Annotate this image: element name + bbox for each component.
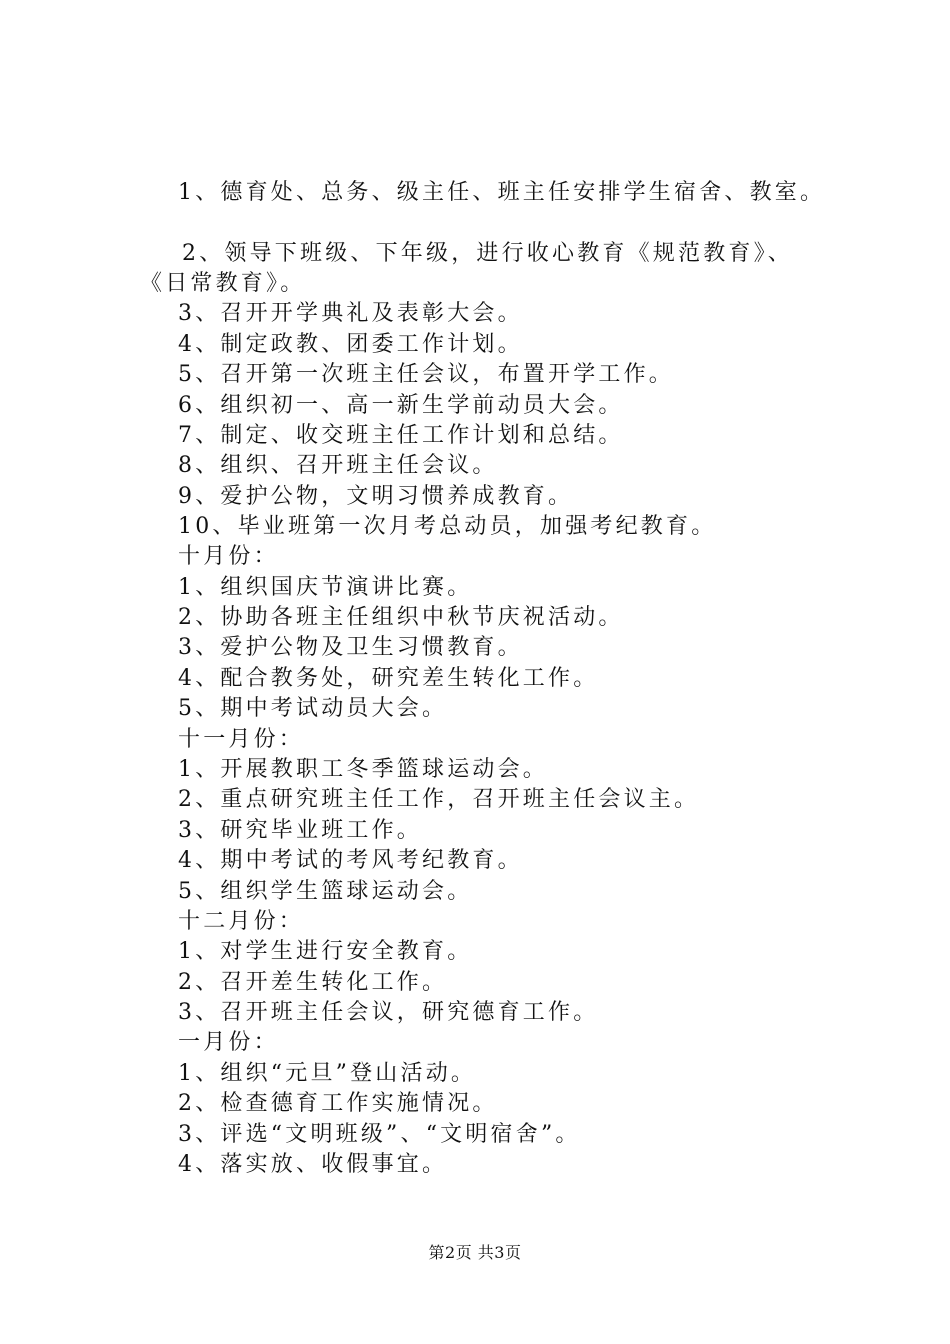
text-line: 1、对学生进行安全教育。 bbox=[178, 939, 473, 964]
text-line: 2、检查德育工作实施情况。 bbox=[178, 1091, 498, 1116]
text-line: 4、配合教务处，研究差生转化工作。 bbox=[178, 666, 599, 691]
text-line: 2、召开差生转化工作。 bbox=[178, 970, 448, 995]
text-line: 6、组织初一、高一新生学前动员大会。 bbox=[178, 393, 624, 418]
text-line: 《日常教育》。 bbox=[140, 271, 306, 296]
text-line: 1、开展教职工冬季篮球运动会。 bbox=[178, 757, 548, 782]
text-line: 3、召开班主任会议，研究德育工作。 bbox=[178, 1000, 599, 1025]
text-line: 9、爱护公物，文明习惯养成教育。 bbox=[178, 484, 574, 509]
text-line: 1、组织国庆节演讲比赛。 bbox=[178, 575, 473, 600]
text-line: 7、制定、收交班主任工作计划和总结。 bbox=[178, 423, 624, 448]
text-line: 4、期中考试的考风考纪教育。 bbox=[178, 848, 523, 873]
text-line: 4、制定政教、团委工作计划。 bbox=[178, 332, 523, 357]
section-heading: 十一月份： bbox=[178, 727, 305, 752]
text-line: 8、组织、召开班主任会议。 bbox=[178, 453, 498, 478]
text-line: 5、期中考试动员大会。 bbox=[178, 696, 448, 721]
text-line: 1、组织“元旦”登山活动。 bbox=[178, 1061, 477, 1086]
text-line: 5、组织学生篮球运动会。 bbox=[178, 879, 473, 904]
text-line: 3、研究毕业班工作。 bbox=[178, 818, 422, 843]
section-heading: 十月份： bbox=[178, 544, 279, 569]
text-line: 4、落实放、收假事宜。 bbox=[178, 1152, 448, 1177]
text-line: 2、领导下班级、下年级，进行收心教育《规范教育》、 bbox=[182, 241, 793, 266]
text-line: 10、毕业班第一次月考总动员，加强考纪教育。 bbox=[178, 514, 717, 539]
text-line: 3、评选“文明班级”、“文明宿舍”。 bbox=[178, 1122, 581, 1147]
text-line: 2、重点研究班主任工作，召开班主任会议主。 bbox=[178, 787, 700, 812]
text-line: 5、召开第一次班主任会议，布置开学工作。 bbox=[178, 362, 674, 387]
section-heading: 一月份： bbox=[178, 1030, 279, 1055]
text-line: 3、爱护公物及卫生习惯教育。 bbox=[178, 635, 523, 660]
text-line: 3、召开开学典礼及表彰大会。 bbox=[178, 301, 523, 326]
text-line: 1、德育处、总务、级主任、班主任安排学生宿舍、教室。 bbox=[178, 180, 826, 205]
text-line: 2、协助各班主任组织中秋节庆祝活动。 bbox=[178, 605, 624, 630]
page-number-footer: 第2页 共3页 bbox=[428, 1243, 522, 1262]
section-heading: 十二月份： bbox=[178, 909, 305, 934]
